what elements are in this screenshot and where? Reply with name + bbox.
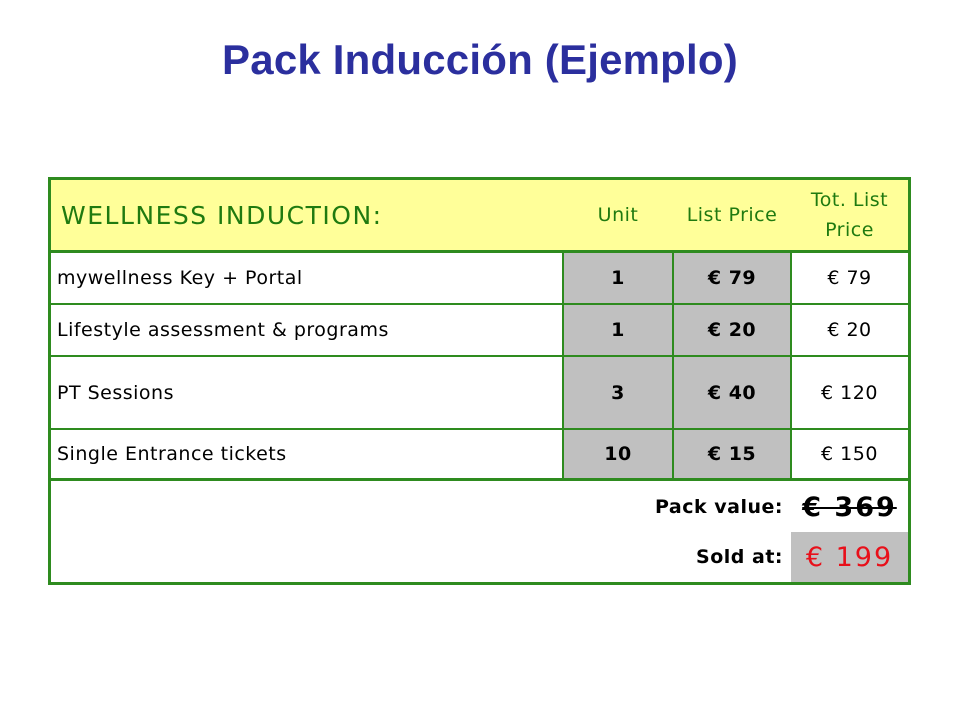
row-4-unit: 10 bbox=[604, 443, 632, 465]
row-4-list-price: € 15 bbox=[707, 443, 757, 465]
row-2-total: € 20 bbox=[827, 319, 872, 341]
row-2-unit: 1 bbox=[611, 319, 625, 341]
row-4-item: Single Entrance tickets bbox=[57, 443, 287, 465]
row-3-item: PT Sessions bbox=[57, 381, 174, 404]
column-divider-3 bbox=[790, 253, 792, 478]
row-1-list-price: € 79 bbox=[707, 267, 757, 289]
row-1-unit: 1 bbox=[611, 267, 625, 289]
pack-value-struck: € 369 bbox=[802, 491, 897, 523]
row-4-total: € 150 bbox=[821, 443, 878, 465]
header-unit: Unit bbox=[597, 204, 639, 226]
page-title: Pack Inducción (Ejemplo) bbox=[222, 36, 738, 83]
header-list-price: List Price bbox=[686, 204, 778, 226]
row-3-unit: 3 bbox=[611, 381, 625, 404]
sold-at-label: Sold at: bbox=[696, 546, 783, 568]
row-divider-3 bbox=[51, 428, 908, 430]
header-total-line2: Price bbox=[825, 219, 874, 241]
row-1-total: € 79 bbox=[827, 267, 872, 289]
sold-at-amount: € 199 bbox=[791, 532, 908, 582]
pricing-table bbox=[48, 177, 911, 585]
summary-divider bbox=[51, 478, 908, 481]
row-divider-2 bbox=[51, 355, 908, 357]
row-1-item: mywellness Key + Portal bbox=[57, 267, 303, 289]
row-divider-1 bbox=[51, 303, 908, 305]
header-section-title: WELLNESS INDUCTION: bbox=[61, 200, 383, 230]
column-divider-1 bbox=[562, 253, 564, 478]
row-2-list-price: € 20 bbox=[707, 319, 757, 341]
column-divider-2 bbox=[672, 253, 674, 478]
row-3-list-price: € 40 bbox=[707, 381, 757, 404]
header-total-line1: Tot. List bbox=[810, 189, 889, 211]
row-3-total: € 120 bbox=[821, 381, 878, 404]
pack-value-amount bbox=[791, 482, 908, 532]
header-divider bbox=[51, 250, 908, 253]
pack-value-label: Pack value: bbox=[655, 496, 783, 518]
row-2-item: Lifestyle assessment & programs bbox=[57, 319, 389, 341]
header-total-list-price bbox=[791, 180, 908, 250]
